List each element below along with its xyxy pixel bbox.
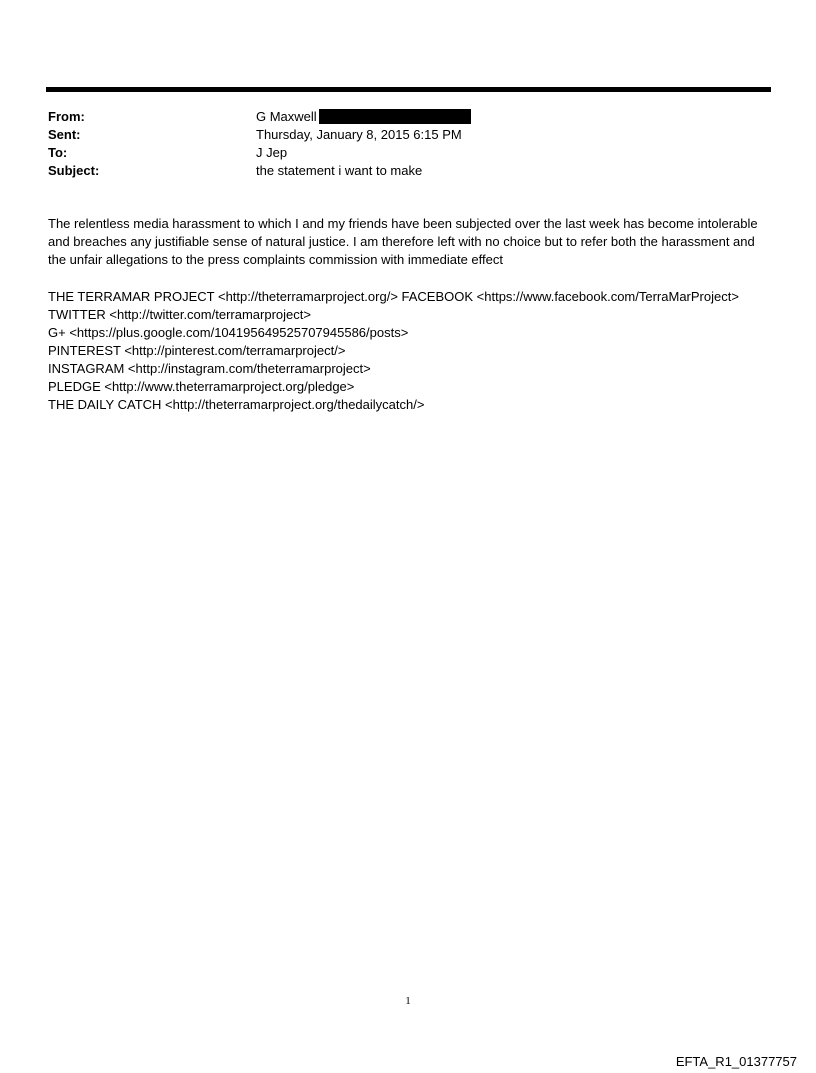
document-id: EFTA_R1_01377757 — [675, 1054, 797, 1069]
to-row — [48, 144, 768, 162]
header-divider — [46, 87, 771, 92]
from-label: From: — [48, 109, 85, 124]
sent-label: Sent: — [48, 127, 81, 142]
page-number: 1 — [405, 995, 411, 1007]
sent-value: Thursday, January 8, 2015 6:15 PM — [256, 127, 462, 142]
link-line-daily-catch[interactable]: THE DAILY CATCH <http://theterramarproject.org/thedailycatch/> — [48, 397, 425, 412]
to-label: To: — [48, 145, 68, 160]
link-line-instagram[interactable]: INSTAGRAM <http://instagram.com/theterramarproject> — [48, 361, 371, 376]
link-line-google-plus[interactable]: G+ <https://plus.google.com/104195649525707945586/posts> — [48, 325, 409, 340]
from-row — [48, 108, 768, 126]
email-body: The relentless media harassment to which I and my friends have been subjected over the last week has become intolerable and breaches any justifiable sense of natural justice. I am therefore left with no choice but to refer both the harassment and the unfair allegations to the press complaints commission with immediate effect — [48, 216, 758, 267]
link-line-pledge[interactable]: PLEDGE <http://www.theterramarproject.org/pledge> — [48, 379, 355, 394]
email-header — [48, 108, 768, 180]
link-line-twitter[interactable]: TWITTER <http://twitter.com/terramarproject> — [48, 307, 311, 322]
subject-row — [48, 162, 768, 180]
subject-label: Subject: — [48, 163, 100, 178]
from-value — [256, 108, 471, 126]
sent-row — [48, 126, 768, 144]
signature-links — [48, 288, 773, 414]
to-value: J Jep — [256, 145, 288, 160]
redaction-bar — [319, 109, 471, 124]
subject-value: the statement i want to make — [256, 163, 423, 178]
link-line-pinterest[interactable]: PINTEREST <http://pinterest.com/terramarproject/> — [48, 343, 346, 358]
sender-name: G Maxwell — [256, 109, 317, 124]
link-line-terramar-facebook[interactable]: THE TERRAMAR PROJECT <http://theterramarproject.org/> FACEBOOK <https://www.facebook.com/TerraMarProject> — [48, 289, 739, 304]
